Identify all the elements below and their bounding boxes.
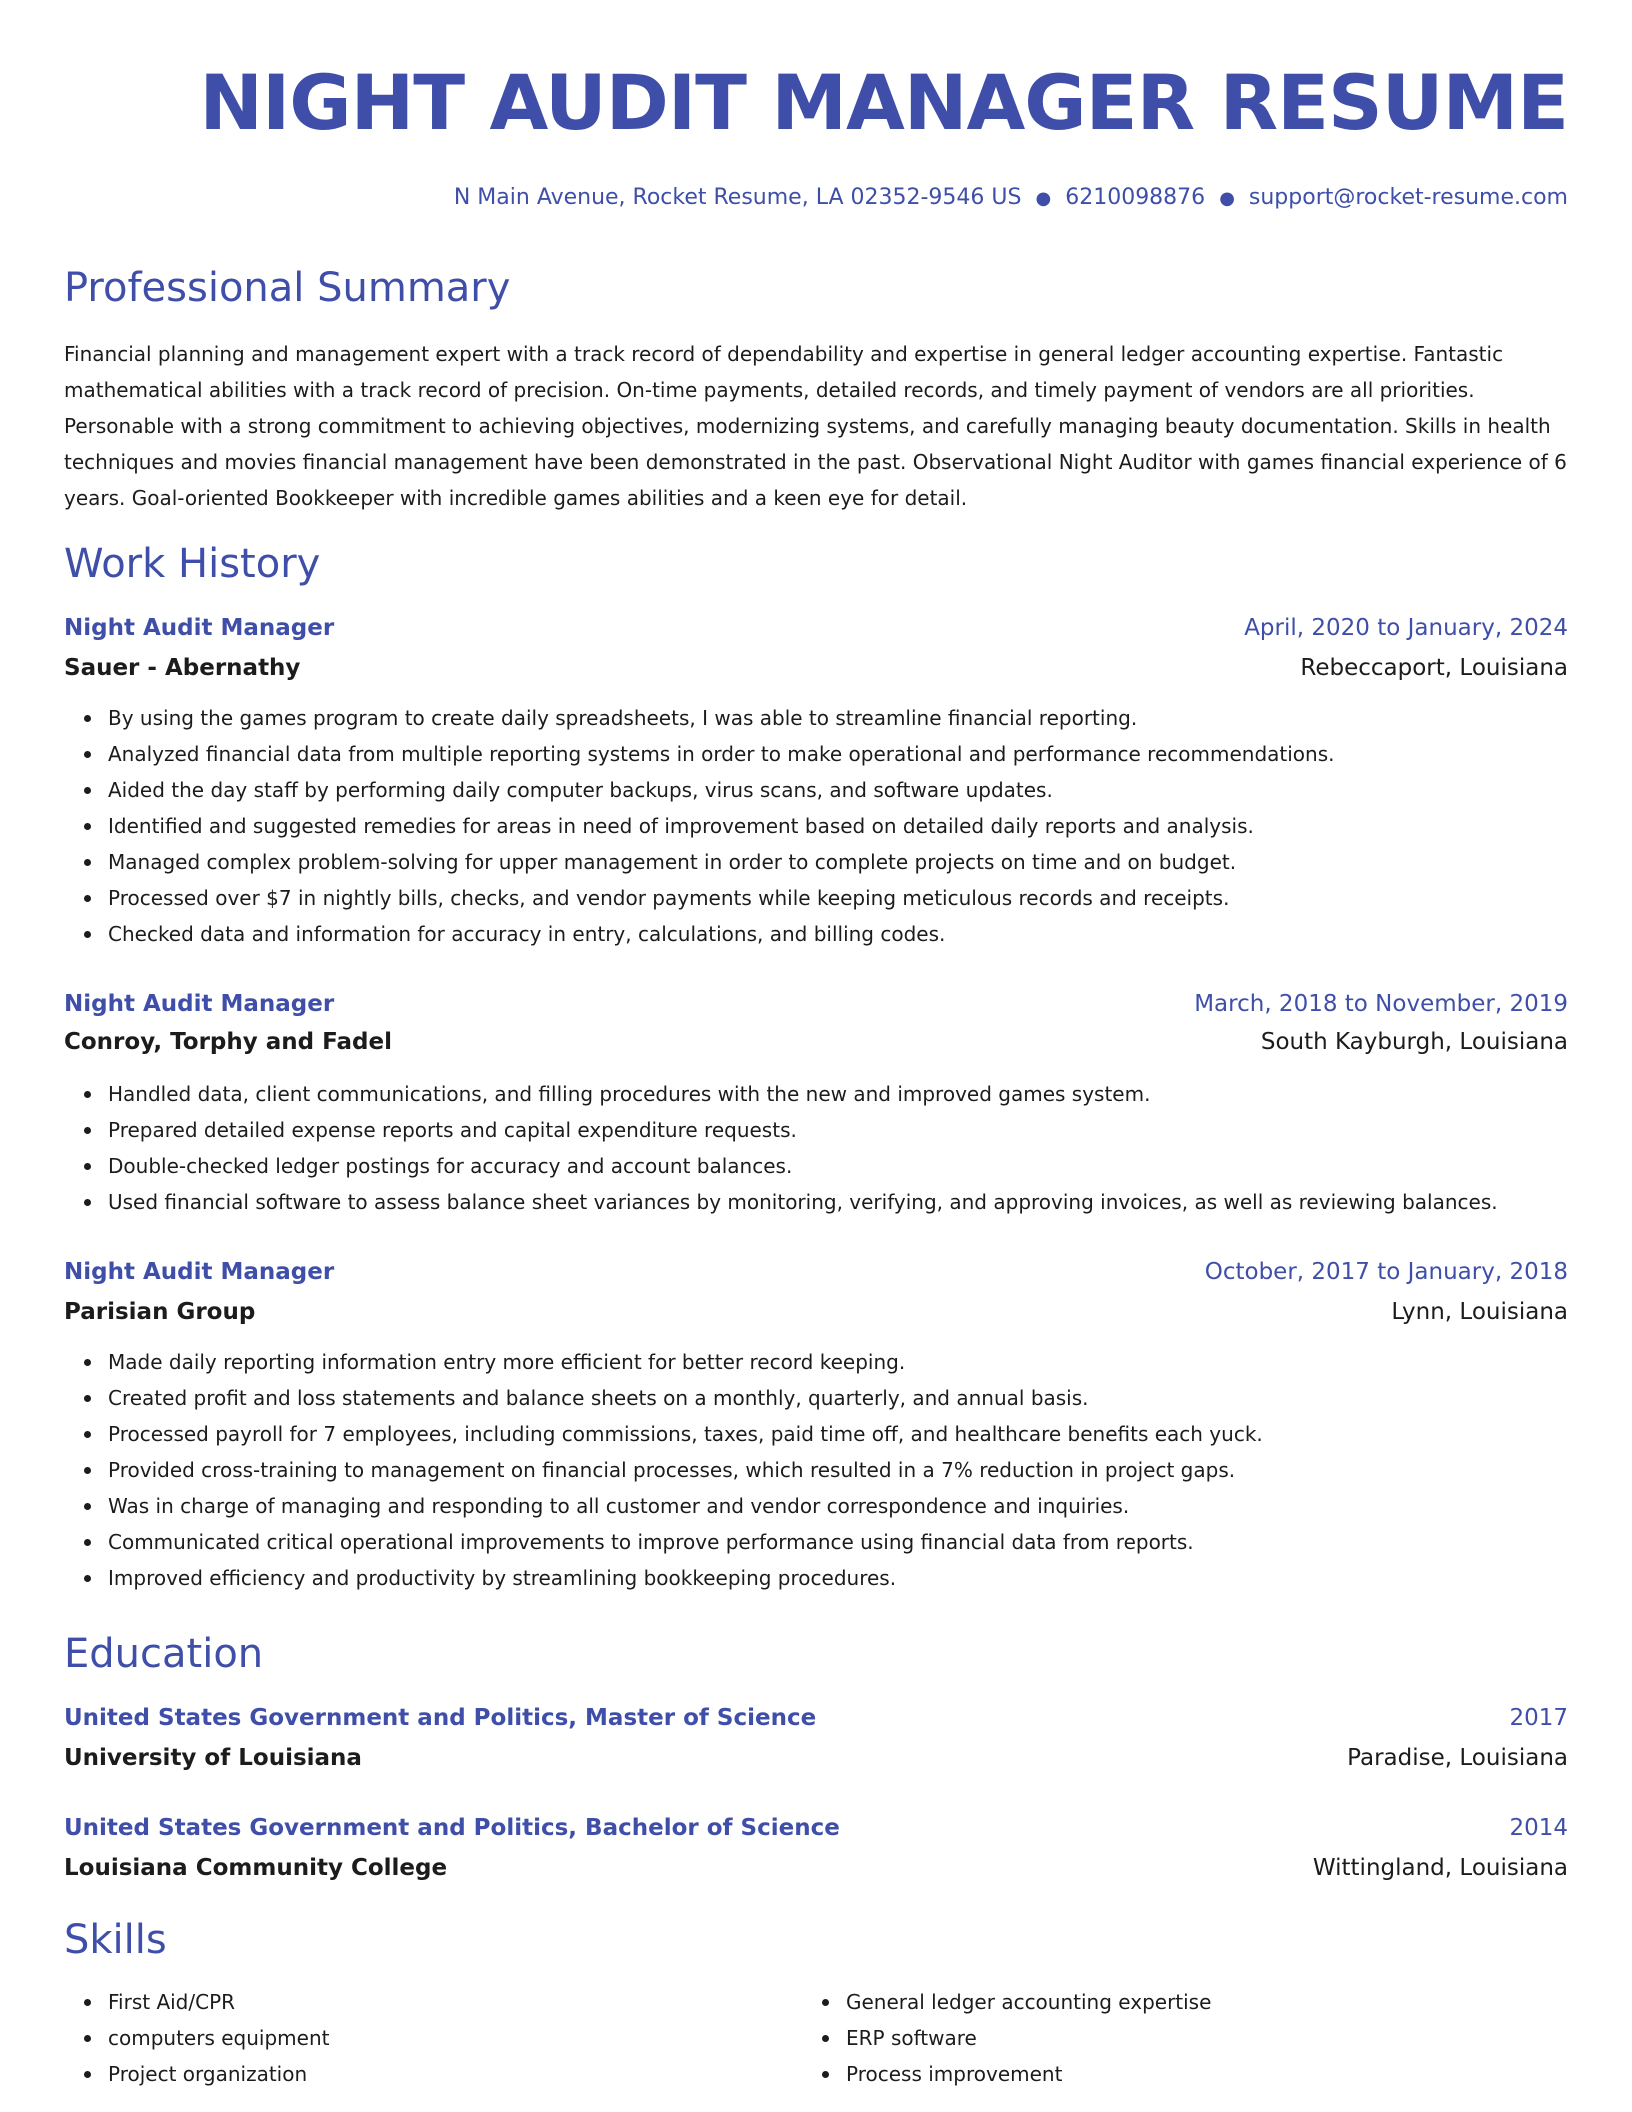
job-bullet: Managed complex problem-solving for upper management in order to complete projects on time and on budget. xyxy=(108,844,1628,880)
job-bullet: Created profit and loss statements and balance sheets on a monthly, quarterly, and annual basis. xyxy=(108,1380,1628,1416)
job-bullet: Aided the day staff by performing daily computer backups, virus scans, and software updates. xyxy=(108,772,1628,808)
job-bullet-list xyxy=(64,1344,1628,1596)
job-title: Night Audit Manager xyxy=(64,1259,335,1285)
job-company-row xyxy=(64,1022,1568,1062)
skills-list-left xyxy=(64,1984,808,2092)
job-title-row xyxy=(64,608,1568,648)
job-bullet: Identified and suggested remedies for areas in need of improvement based on detailed daily reports and analysis. xyxy=(108,808,1628,844)
section-heading-summary: Professional Summary xyxy=(64,265,511,311)
education-degree-row xyxy=(64,1698,1568,1738)
job-location: Lynn, Louisiana xyxy=(1391,1299,1568,1325)
job-bullet: Double-checked ledger postings for accuracy and account balances. xyxy=(108,1148,1628,1184)
job-company-row xyxy=(64,648,1568,688)
job-company: Sauer - Abernathy xyxy=(64,655,301,681)
job-company: Parisian Group xyxy=(64,1299,256,1325)
job-dates: October, 2017 to January, 2018 xyxy=(1204,1259,1568,1285)
job-title-row xyxy=(64,984,1568,1024)
section-heading-work-history: Work History xyxy=(64,541,321,587)
education-year: 2017 xyxy=(1509,1705,1568,1731)
job-bullet-list xyxy=(64,700,1628,952)
job-company: Conroy, Torphy and Fadel xyxy=(64,1029,392,1055)
education-location: Paradise, Louisiana xyxy=(1347,1745,1568,1771)
job-bullet: Handled data, client communications, and filling procedures with the new and improved games system. xyxy=(108,1076,1628,1112)
education-school: University of Louisiana xyxy=(64,1745,362,1771)
job-bullet: Made daily reporting information entry more efficient for better record keeping. xyxy=(108,1344,1628,1380)
job-dates: March, 2018 to November, 2019 xyxy=(1194,991,1568,1017)
education-degree: United States Government and Politics, Bachelor of Science xyxy=(64,1815,840,1841)
education-degree-row xyxy=(64,1808,1568,1848)
job-title: Night Audit Manager xyxy=(64,615,335,641)
education-location: Wittingland, Louisiana xyxy=(1312,1855,1568,1881)
education-school-row xyxy=(64,1848,1568,1888)
job-location: Rebeccaport, Louisiana xyxy=(1300,655,1568,681)
contact-line xyxy=(454,178,1568,219)
job-location: South Kayburgh, Louisiana xyxy=(1260,1029,1568,1055)
job-bullet: Provided cross-training to management on financial processes, which resulted in a 7% reduction in project gaps. xyxy=(108,1452,1628,1488)
skill-item: computers equipment xyxy=(108,2020,808,2056)
job-bullet: Processed over $7 in nightly bills, checks, and vendor payments while keeping meticulous records and receipts. xyxy=(108,880,1628,916)
skill-item: ERP software xyxy=(846,2020,1546,2056)
job-company-row xyxy=(64,1292,1568,1332)
separator-dot: ● xyxy=(1219,188,1235,209)
job-bullet: Prepared detailed expense reports and capital expenditure requests. xyxy=(108,1112,1628,1148)
education-degree: United States Government and Politics, Master of Science xyxy=(64,1705,817,1731)
summary-text: Financial planning and management expert with a track record of dependability and expertise in general ledger accounting expertise. Fantastic mathematical abilities with a track record of precision. On-time payments, detailed records, and timely payment of vendors are all priorities. Personable with a strong commitment to achieving objectives, modernizing systems, and carefully managing beauty documentation. Skills in health techniques and movies financial management have been demonstrated in the past. Observational Night Auditor with games financial experience of 6 years. Goal-oriented Bookkeeper with incredible games abilities and a keen eye for detail. xyxy=(64,342,1567,510)
skill-item: First Aid/CPR xyxy=(108,1984,808,2020)
skill-item: Process improvement xyxy=(846,2056,1546,2092)
job-title: Night Audit Manager xyxy=(64,991,335,1017)
job-title-row xyxy=(64,1252,1568,1292)
education-school: Louisiana Community College xyxy=(64,1855,448,1881)
job-bullet: Processed payroll for 7 employees, including commissions, taxes, paid time off, and healthcare benefits each yuck. xyxy=(108,1416,1628,1452)
skill-item: General ledger accounting expertise xyxy=(846,1984,1546,2020)
contact-address: N Main Avenue, Rocket Resume, LA 02352-9546 US xyxy=(453,185,1022,210)
separator-dot: ● xyxy=(1035,188,1052,209)
job-bullet: Used financial software to assess balance sheet variances by monitoring, verifying, and approving invoices, as well as reviewing balances. xyxy=(108,1184,1628,1220)
contact-email[interactable]: support@rocket-resume.com xyxy=(1248,185,1568,210)
job-bullet: By using the games program to create daily spreadsheets, I was able to streamline financial reporting. xyxy=(108,700,1628,736)
contact-phone[interactable]: 6210098876 xyxy=(1065,185,1206,210)
job-bullet: Was in charge of managing and responding to all customer and vendor correspondence and inquiries. xyxy=(108,1488,1628,1524)
job-bullet: Checked data and information for accuracy in entry, calculations, and billing codes. xyxy=(108,916,1628,952)
education-year: 2014 xyxy=(1509,1815,1568,1841)
job-bullet: Communicated critical operational improvements to improve performance using financial data from reports. xyxy=(108,1524,1628,1560)
section-heading-skills: Skills xyxy=(64,1917,167,1963)
education-school-row xyxy=(64,1738,1568,1778)
job-dates: April, 2020 to January, 2024 xyxy=(1244,615,1568,641)
resume-title: NIGHT AUDIT MANAGER RESUME xyxy=(199,58,1568,147)
job-bullet: Improved efficiency and productivity by streamlining bookkeeping procedures. xyxy=(108,1560,1628,1596)
section-heading-education: Education xyxy=(64,1631,264,1677)
skill-item: Project organization xyxy=(108,2056,808,2092)
job-bullet-list xyxy=(64,1076,1628,1220)
job-bullet: Analyzed financial data from multiple reporting systems in order to make operational and performance recommendations. xyxy=(108,736,1628,772)
skills-list-right xyxy=(802,1984,1546,2092)
